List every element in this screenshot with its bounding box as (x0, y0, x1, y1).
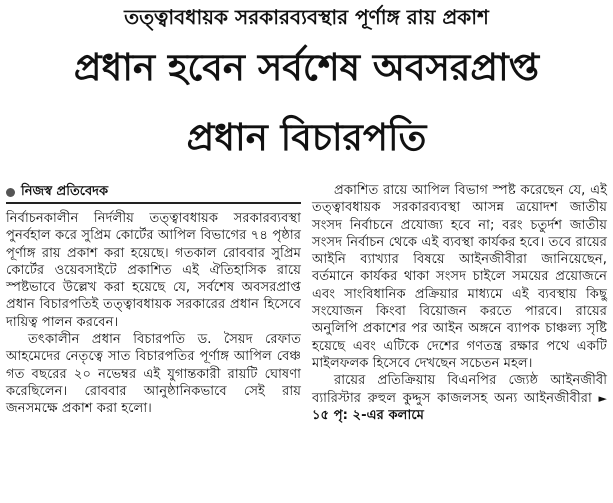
main-headline-line-1: প্রধান হবেন সর্বশেষ অবসরপ্রাপ্ত (73, 46, 540, 89)
article-column-right (312, 182, 607, 424)
paragraph: তৎকালীন প্রধান বিচারপতি ড. সৈয়দ রেফাত আহমেদের নেতৃত্বে সাত বিচারপতির পূর্ণাঙ্গ আপিল বেঞ্চ গত বছরের ২০ নভেম্বর এই যুগান্তকারী রায়টি ঘোষণা করেছিলেন। রোববার আনুষ্ঠানিকভাবে সেই রায় জনসমক্ষে প্রকাশ করা হলো। (6, 332, 301, 417)
paragraph: নির্বাচনকালীন নির্দলীয় তত্ত্বাবধায়ক সরকারব্যবস্থা পুনর্বহাল করে সুপ্রিম কোর্টের আপিল বিভাগের ৭৪ পৃষ্ঠার পূর্ণাঙ্গ রায় প্রকাশ করা হয়েছে। গতকাল রোববার সুপ্রিম কোর্টের ওয়েবসাইটে প্রকাশিত এই ঐতিহাসিক রায়ে স্পষ্টভাবে উল্লেখ করা হয়েছে যে, সর্বশেষ অবসরপ্রাপ্ত প্রধান বিচারপতিই তত্ত্বাবধায়ক সরকারের প্রধান হিসেবে দায়িত্ব পালন করবেন। (6, 211, 301, 330)
continuation-link[interactable]: ১৫ পৃ: ২-এর কলামে (312, 407, 424, 423)
article-column-left (6, 182, 301, 418)
bullet-icon (6, 188, 15, 197)
paragraph: প্রকাশিত রায়ে আপিল বিভাগ স্পষ্ট করেছেন যে, এই তত্ত্বাবধায়ক সরকারব্যবস্থা আসন্ন ত্রয়োদশ জাতীয় সংসদ নির্বাচনে প্রযোজ্য হবে না; বরং চতুর্দশ জাতীয় সংসদ নির্বাচন থেকে এই ব্যবস্থা কার্যকর হবে। তবে রায়ের আইনি ব্যাখ্যার বিষয়ে আইনজীবীরা জানিয়েছেন, বর্তমানে কার্যকর থাকা সংসদ চাইলে সময়ের প্রয়োজনে এবং সাংবিধানিক প্রক্রিয়ার মাধ্যমে এই ব্যবস্থায় কিছু সংযোজন কিংবা বিয়োজন করতে পারবে। রায়ের অনুলিপি প্রকাশের পর আইন অঙ্গনে ব্যাপক চাঞ্চল্য সৃষ্টি হয়েছে এবং এটিকে দেশের গণতন্ত্র রক্ষার পথে একটি মাইলফলক হিসেবে দেখছেন সচেতন মহল। (312, 183, 607, 371)
byline-text: নিজস্ব প্রতিবেদক (21, 184, 109, 200)
main-headline-line-2: প্রধান বিচারপতি (186, 116, 427, 159)
kicker-headline: তত্ত্বাবধায়ক সরকারব্যবস্থার পূর্ণাঙ্গ রায় প্রকাশ (124, 5, 489, 29)
paragraph (312, 372, 607, 424)
byline (6, 182, 301, 204)
triangle-right-icon: ► (598, 391, 607, 405)
paragraph-text: রায়ের প্রতিক্রিয়ায় বিএনপির জ্যেষ্ঠ আইনজীবী ব্যারিস্টার রুহুল কুদ্দুস কাজলসহ অন্য আইনজীবীরা (312, 373, 607, 406)
